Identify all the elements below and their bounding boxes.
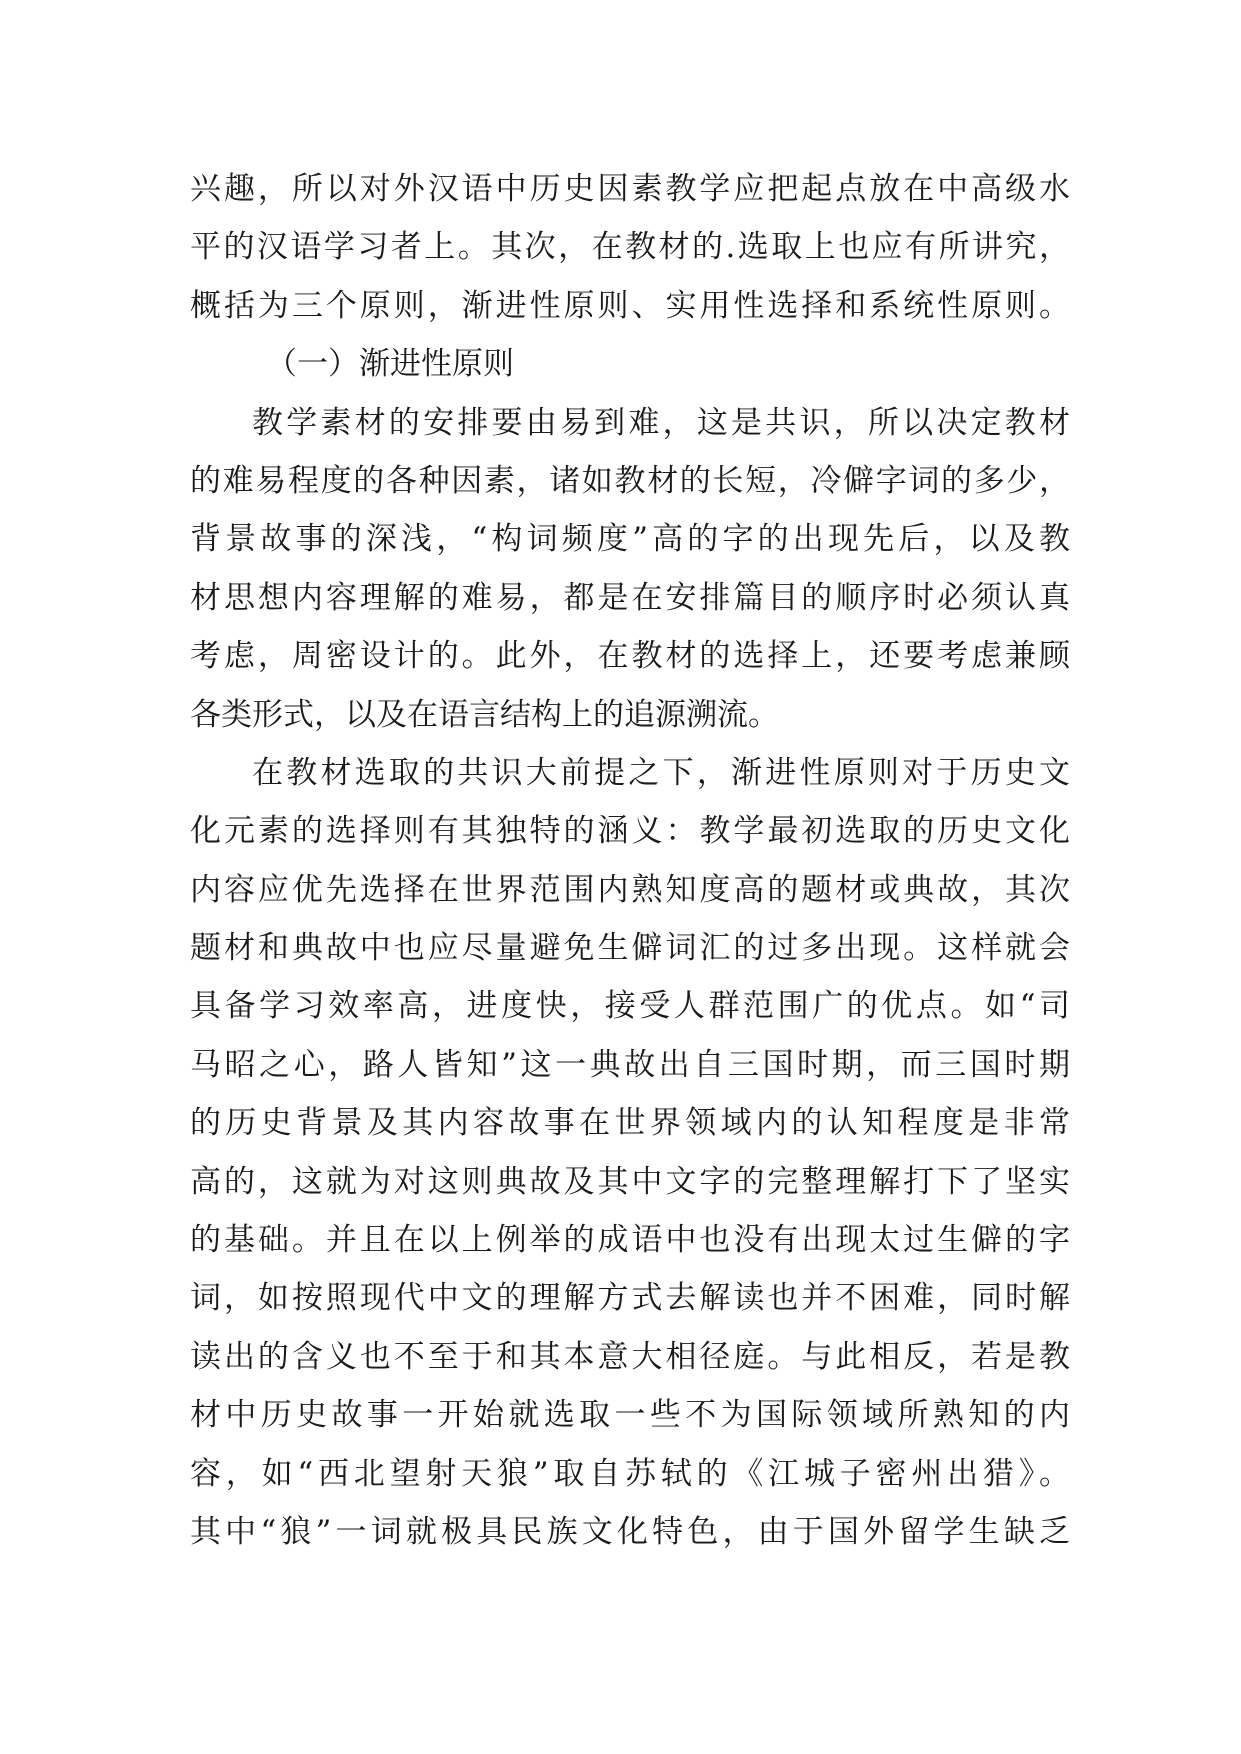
text-line: 高的，这就为对这则典故及其中文字的完整理解打下了坚实	[190, 1163, 1070, 1200]
text-line: 其中“狼”一词就极具民族文化特色，由于国外留学生缺乏	[190, 1513, 1070, 1550]
text-line: 各类形式，以及在语言结构上的追源溯流。	[190, 696, 779, 733]
text-line: 的历史背景及其内容故事在世界领域内的认知程度是非常	[190, 1105, 1070, 1142]
text-line: 具备学习效率高，进度快，接受人群范围广的优点。如“司	[190, 988, 1070, 1025]
text-line: 读出的含义也不至于和其本意大相径庭。与此相反，若是教	[190, 1338, 1070, 1375]
text-line: 背景故事的深浅，“构词频度”高的字的出现先后，以及教	[190, 521, 1070, 558]
text-line: 材思想内容理解的难易，都是在安排篇目的顺序时必须认真	[190, 579, 1070, 616]
text-line: 的难易程度的各种因素，诸如教材的长短，冷僻字词的多少，	[190, 462, 1070, 499]
text-line: 内容应优先选择在世界范围内熟知度高的题材或典故，其次	[190, 871, 1070, 908]
text-line: 的基础。并且在以上例举的成语中也没有出现太过生僻的字	[190, 1222, 1070, 1259]
body-text	[190, 160, 1070, 1561]
text-line: 平的汉语学习者上。其次，在教材的.选取上也应有所讲究，	[190, 229, 1070, 266]
text-line: 概括为三个原则，渐进性原则、实用性选择和系统性原则。	[190, 287, 1070, 324]
text-line: 马昭之心，路人皆知”这一典故出自三国时期，而三国时期	[190, 1046, 1070, 1083]
text-line: 化元素的选择则有其独特的涵义：教学最初选取的历史文化	[190, 813, 1070, 850]
text-line: 容，如“西北望射天狼”取自苏轼的《江城子密州出猎》。	[190, 1455, 1070, 1492]
text-line: 题材和典故中也应尽量避免生僻词汇的过多出现。这样就会	[190, 930, 1070, 967]
text-line: 材中历史故事一开始就选取一些不为国际领域所熟知的内	[190, 1397, 1070, 1434]
text-line: 教学素材的安排要由易到难，这是共识，所以决定教材	[252, 404, 1070, 441]
text-line: 兴趣，所以对外汉语中历史因素教学应把起点放在中高级水	[190, 171, 1070, 207]
text-line: 词，如按照现代中文的理解方式去解读也并不困难，同时解	[190, 1280, 1070, 1317]
text-line: 考虑，周密设计的。此外，在教材的选择上，还要考虑兼顾	[190, 638, 1070, 675]
section-heading: （一）渐进性原则	[266, 346, 514, 383]
text-line: 在教材选取的共识大前提之下，渐进性原则对于历史文	[252, 754, 1070, 791]
